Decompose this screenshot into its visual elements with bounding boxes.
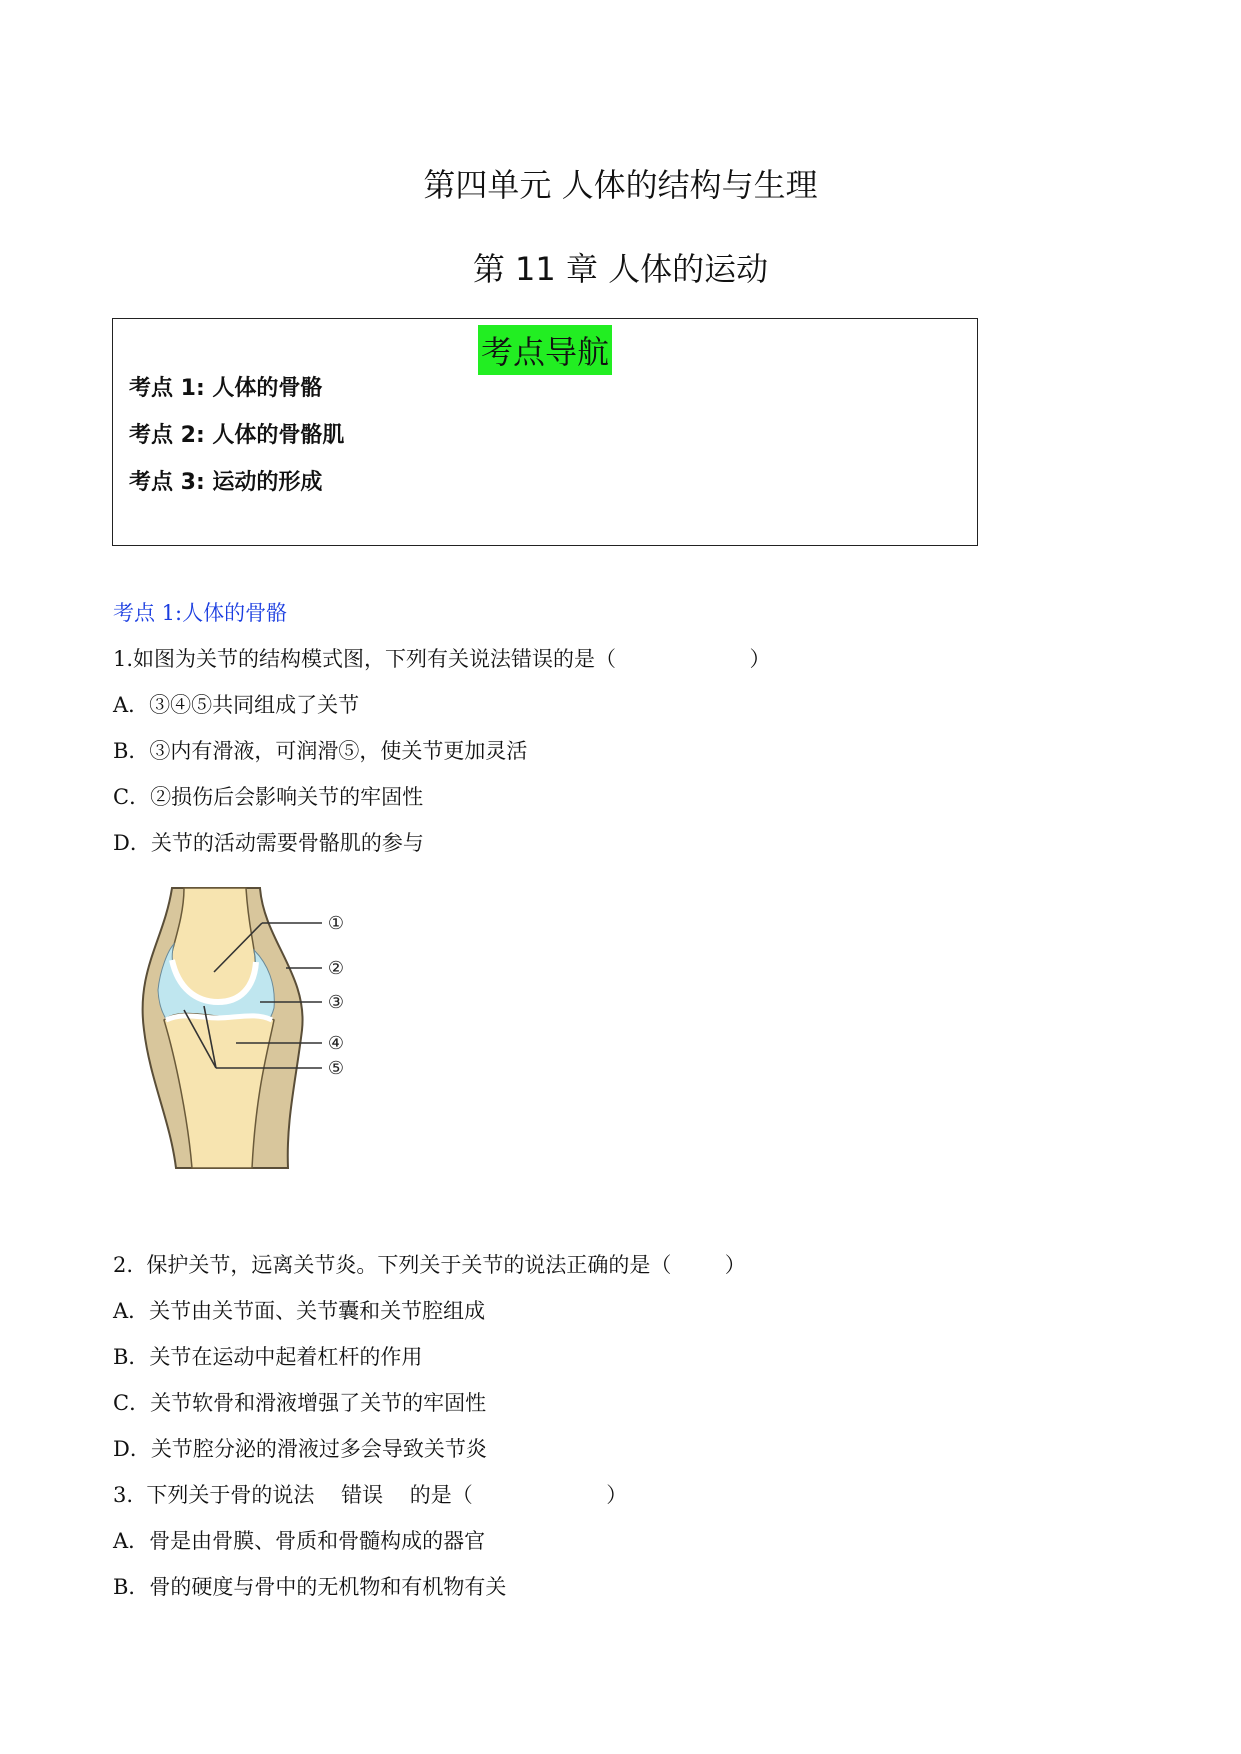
question-2-option-b: B．关节在运动中起着杠杆的作用 xyxy=(113,1345,423,1369)
figure-label-4: ④ xyxy=(327,1033,345,1054)
unit-title: 第四单元 人体的结构与生理 xyxy=(423,166,818,204)
question-3-option-b: B．骨的硬度与骨中的无机物和有机物有关 xyxy=(113,1575,507,1599)
question-1-option-d: D．关节的活动需要骨骼肌的参与 xyxy=(113,831,424,855)
question-2-stem: 2. 保护关节，远离关节炎。下列关于关节的说法正确的是（ ） xyxy=(113,1253,746,1277)
question-1-option-b: B．③内有滑液，可润滑⑤，使关节更加灵活 xyxy=(113,739,528,763)
nav-heading: 考点导航 xyxy=(478,325,612,375)
question-1-option-a: A．③④⑤共同组成了关节 xyxy=(113,693,360,717)
figure-label-1: ① xyxy=(327,913,345,934)
question-2-option-c: C．关节软骨和滑液增强了关节的牢固性 xyxy=(113,1391,487,1415)
nav-item-1: 考点 1: 人体的骨骼 xyxy=(129,376,323,401)
question-3-option-a: A．骨是由骨膜、骨质和骨髓构成的器官 xyxy=(113,1529,486,1553)
exam-points-navigation-box xyxy=(112,318,978,546)
question-1-stem: 1.如图为关节的结构模式图，下列有关说法错误的是（ ） xyxy=(113,647,771,671)
nav-item-3: 考点 3: 运动的形成 xyxy=(129,470,323,495)
joint-structure-figure xyxy=(136,880,366,1170)
figure-label-5: ⑤ xyxy=(327,1058,345,1079)
chapter-title: 第 11 章 人体的运动 xyxy=(472,250,769,288)
question-2-option-d: D．关节腔分泌的滑液过多会导致关节炎 xyxy=(113,1437,487,1461)
question-1-option-c: C．②损伤后会影响关节的牢固性 xyxy=(113,785,424,809)
section-heading-1: 考点 1:人体的骨骼 xyxy=(113,601,288,625)
question-3-stem: 3. 下列关于骨的说法 错误 的是（ ） xyxy=(113,1483,628,1507)
question-2-option-a: A．关节由关节面、关节囊和关节腔组成 xyxy=(113,1299,486,1323)
nav-item-2: 考点 2: 人体的骨骼肌 xyxy=(129,423,345,448)
figure-label-2: ② xyxy=(327,958,345,979)
figure-label-3: ③ xyxy=(327,992,345,1013)
